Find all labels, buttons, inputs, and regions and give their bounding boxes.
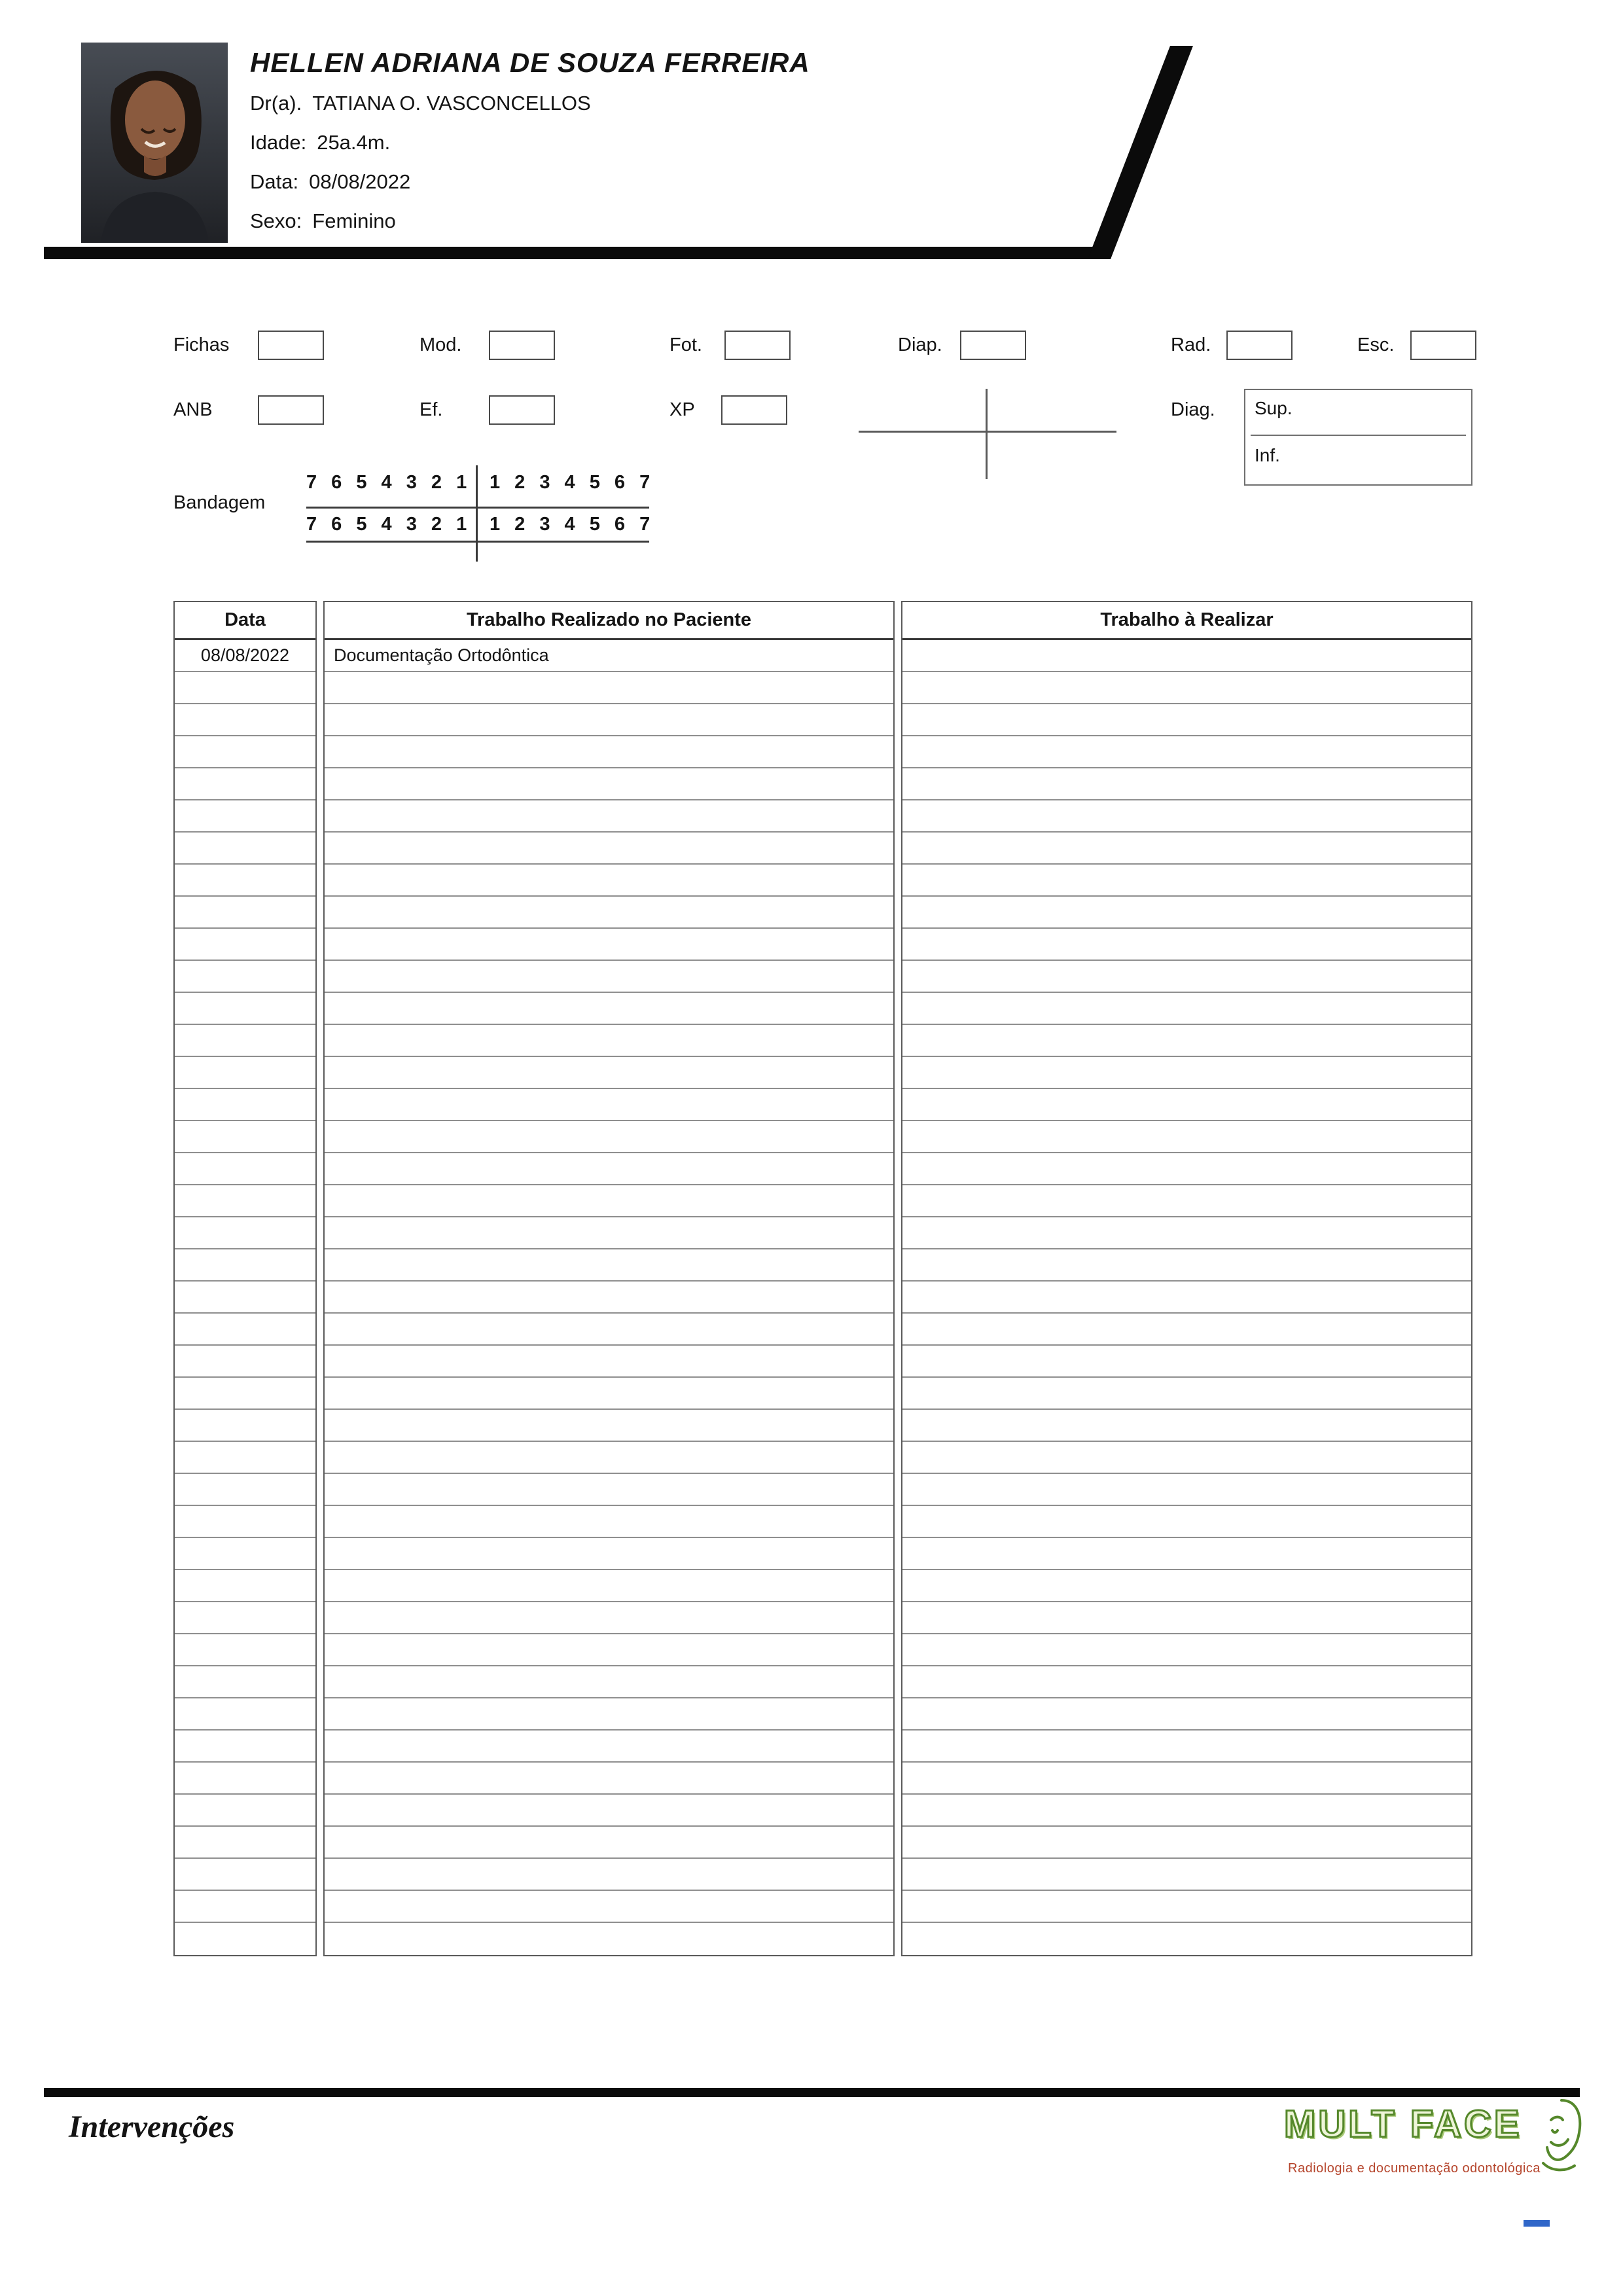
table-cell xyxy=(175,1859,315,1891)
table-cell xyxy=(175,1602,315,1634)
table-cell xyxy=(175,1153,315,1185)
table-cell: Documentação Ortodôntica xyxy=(325,640,893,672)
table-cell xyxy=(902,1410,1471,1442)
table-header-data: Data xyxy=(175,602,315,640)
sex-label: Sexo: xyxy=(250,209,302,232)
table-cell xyxy=(175,1121,315,1153)
table-cell xyxy=(325,1378,893,1410)
table-header-realizado: Trabalho Realizado no Paciente xyxy=(325,602,893,640)
field-xp-label: XP xyxy=(669,399,695,420)
table-cell xyxy=(325,865,893,897)
table-cell xyxy=(175,1923,315,1955)
table-cell xyxy=(325,1217,893,1249)
bandagem-line-lower xyxy=(306,541,649,543)
field-anb-box xyxy=(258,395,324,425)
table-cell xyxy=(325,1346,893,1378)
table-cell xyxy=(325,704,893,736)
table-cell xyxy=(325,800,893,833)
teeth-lower-left: 7 6 5 4 3 2 1 xyxy=(306,514,468,535)
table-cell xyxy=(325,1153,893,1185)
field-ef-box xyxy=(489,395,555,425)
table-cell xyxy=(902,1570,1471,1602)
table-cell xyxy=(175,1442,315,1474)
table-cell xyxy=(902,704,1471,736)
table-cell xyxy=(325,1570,893,1602)
multface-logo-face-icon xyxy=(1535,2094,1588,2174)
table-cell xyxy=(175,1217,315,1249)
table-cell xyxy=(175,1666,315,1698)
table-cell xyxy=(325,1698,893,1731)
table-cell xyxy=(175,1314,315,1346)
sex-line xyxy=(250,209,396,233)
doctor-name: TATIANA O. VASCONCELLOS xyxy=(312,92,591,115)
table-cell xyxy=(902,833,1471,865)
table-cell xyxy=(902,1634,1471,1666)
diag-inf-label: Inf. xyxy=(1255,445,1280,465)
table-header-a-realizar: Trabalho à Realizar xyxy=(902,602,1471,640)
patient-photo-placeholder xyxy=(81,43,228,243)
table-cell xyxy=(902,672,1471,704)
table-cell xyxy=(325,961,893,993)
bandagem-line-vertical xyxy=(476,465,478,562)
table-cell xyxy=(325,1731,893,1763)
table-cell xyxy=(902,961,1471,993)
field-diag-label: Diag. xyxy=(1171,399,1215,420)
table-cell xyxy=(175,1538,315,1570)
footer-blue-mark xyxy=(1524,2220,1550,2227)
table-cell xyxy=(325,1891,893,1923)
multface-logo-subtitle: Radiologia e documentação odontológica xyxy=(1288,2161,1541,2176)
table-cell xyxy=(902,736,1471,768)
table-cell xyxy=(325,1410,893,1442)
table-cell xyxy=(325,897,893,929)
table-cell xyxy=(175,1282,315,1314)
table-cell xyxy=(175,1185,315,1217)
table-cell xyxy=(325,736,893,768)
table-cell xyxy=(325,1763,893,1795)
table-column-realizado-rows xyxy=(325,640,893,1955)
field-anb-label: ANB xyxy=(173,399,213,420)
table-cell xyxy=(175,1378,315,1410)
table-column-data xyxy=(173,601,317,1956)
table-cell xyxy=(325,1474,893,1506)
quadrant-cross-horizontal xyxy=(859,431,1116,433)
header-divider-art xyxy=(0,0,1623,281)
table-cell xyxy=(325,672,893,704)
table-cell xyxy=(902,768,1471,800)
table-cell xyxy=(175,1474,315,1506)
table-cell xyxy=(325,1827,893,1859)
table-cell xyxy=(175,1795,315,1827)
field-rad-label: Rad. xyxy=(1171,334,1211,355)
table-cell xyxy=(902,1217,1471,1249)
field-diap-box xyxy=(960,331,1026,360)
table-cell xyxy=(902,640,1471,672)
table-cell xyxy=(325,1282,893,1314)
teeth-lower-right: 1 2 3 4 5 6 7 xyxy=(490,514,651,535)
table-cell xyxy=(902,993,1471,1025)
table-cell xyxy=(902,865,1471,897)
table-cell xyxy=(902,1795,1471,1827)
table-cell xyxy=(902,1731,1471,1763)
table-cell xyxy=(325,1538,893,1570)
doctor-label: Dr(a). xyxy=(250,92,302,115)
table-column-a-realizar xyxy=(901,601,1472,1956)
table-cell xyxy=(175,865,315,897)
field-fichas-label: Fichas xyxy=(173,334,230,355)
table-cell xyxy=(325,1185,893,1217)
field-diap-label: Diap. xyxy=(898,334,942,355)
table-cell xyxy=(902,800,1471,833)
table-cell xyxy=(902,1538,1471,1570)
table-cell xyxy=(902,1378,1471,1410)
field-fot-label: Fot. xyxy=(669,334,702,355)
field-ef-label: Ef. xyxy=(419,399,443,420)
table-cell xyxy=(902,1025,1471,1057)
table-cell xyxy=(175,929,315,961)
table-cell xyxy=(325,1442,893,1474)
table-cell xyxy=(325,1634,893,1666)
field-esc-label: Esc. xyxy=(1357,334,1395,355)
table-cell xyxy=(175,993,315,1025)
field-mod-box xyxy=(489,331,555,360)
table-cell xyxy=(902,1121,1471,1153)
table-cell xyxy=(902,1153,1471,1185)
age-label: Idade: xyxy=(250,131,307,154)
table-cell xyxy=(325,1666,893,1698)
table-cell: 08/08/2022 xyxy=(175,640,315,672)
table-cell xyxy=(325,993,893,1025)
table-cell xyxy=(902,1859,1471,1891)
field-xp-box xyxy=(721,395,787,425)
table-cell xyxy=(175,833,315,865)
table-cell xyxy=(902,1506,1471,1538)
table-cell xyxy=(175,736,315,768)
table-cell xyxy=(175,704,315,736)
footer-divider-bar xyxy=(44,2088,1580,2097)
table-cell xyxy=(175,1891,315,1923)
table-cell xyxy=(325,1506,893,1538)
age-value: 25a.4m. xyxy=(317,131,391,154)
table-cell xyxy=(902,1666,1471,1698)
table-cell xyxy=(902,897,1471,929)
multface-logo-text: MULT FACE xyxy=(1284,2103,1522,2145)
table-cell xyxy=(902,1442,1471,1474)
table-cell xyxy=(325,768,893,800)
diag-sup-label: Sup. xyxy=(1255,398,1293,418)
table-cell xyxy=(325,1057,893,1089)
diag-box xyxy=(1244,389,1472,486)
table-cell xyxy=(902,1185,1471,1217)
table-cell xyxy=(175,1763,315,1795)
table-column-realizado xyxy=(323,601,895,1956)
table-cell xyxy=(175,672,315,704)
table-cell xyxy=(325,1089,893,1121)
teeth-upper-right: 1 2 3 4 5 6 7 xyxy=(490,472,651,493)
table-cell xyxy=(175,1570,315,1602)
quadrant-cross-vertical xyxy=(986,389,988,479)
date-label: Data: xyxy=(250,170,299,193)
table-cell xyxy=(175,1025,315,1057)
sex-value: Feminino xyxy=(312,209,396,232)
table-column-data-rows xyxy=(175,640,315,1955)
date-value: 08/08/2022 xyxy=(309,170,411,193)
bandagem-line-upper xyxy=(306,507,649,509)
table-cell xyxy=(325,1602,893,1634)
table-cell xyxy=(902,1089,1471,1121)
table-cell xyxy=(902,1923,1471,1955)
table-cell xyxy=(175,961,315,993)
table-cell xyxy=(175,1410,315,1442)
table-column-a-realizar-rows xyxy=(902,640,1471,1955)
table-cell xyxy=(902,1346,1471,1378)
table-cell xyxy=(175,1249,315,1282)
field-esc-box xyxy=(1410,331,1476,360)
table-cell xyxy=(175,768,315,800)
table-cell xyxy=(325,1121,893,1153)
table-cell xyxy=(902,1474,1471,1506)
table-cell xyxy=(325,1314,893,1346)
table-cell xyxy=(325,833,893,865)
table-cell xyxy=(175,1089,315,1121)
patient-photo xyxy=(81,43,228,243)
table-cell xyxy=(325,1249,893,1282)
diag-separator-line xyxy=(1251,435,1466,436)
table-cell xyxy=(902,1602,1471,1634)
table-cell xyxy=(902,929,1471,961)
field-fichas-box xyxy=(258,331,324,360)
table-cell xyxy=(902,1282,1471,1314)
patient-name: HELLEN ADRIANA DE SOUZA FERREIRA xyxy=(250,47,810,78)
table-cell xyxy=(325,1795,893,1827)
table-cell xyxy=(325,1923,893,1955)
table-cell xyxy=(175,1634,315,1666)
table-cell xyxy=(175,1346,315,1378)
teeth-upper-left: 7 6 5 4 3 2 1 xyxy=(306,472,468,493)
field-rad-box xyxy=(1226,331,1293,360)
table-cell xyxy=(902,1249,1471,1282)
table-cell xyxy=(902,1763,1471,1795)
date-line xyxy=(250,170,410,194)
table-cell xyxy=(175,1057,315,1089)
field-mod-label: Mod. xyxy=(419,334,462,355)
doctor-line xyxy=(250,92,591,115)
interventions-section-title: Intervenções xyxy=(69,2109,235,2144)
bandagem-label: Bandagem xyxy=(173,492,266,513)
table-cell xyxy=(902,1057,1471,1089)
field-fot-box xyxy=(724,331,791,360)
table-cell xyxy=(175,1698,315,1731)
table-cell xyxy=(902,1698,1471,1731)
table-cell xyxy=(325,929,893,961)
table-cell xyxy=(902,1314,1471,1346)
table-cell xyxy=(902,1891,1471,1923)
table-cell xyxy=(175,1731,315,1763)
table-cell xyxy=(175,1506,315,1538)
table-cell xyxy=(325,1859,893,1891)
table-cell xyxy=(175,1827,315,1859)
table-cell xyxy=(325,1025,893,1057)
table-cell xyxy=(175,897,315,929)
table-cell xyxy=(175,800,315,833)
age-line xyxy=(250,131,390,154)
table-cell xyxy=(902,1827,1471,1859)
